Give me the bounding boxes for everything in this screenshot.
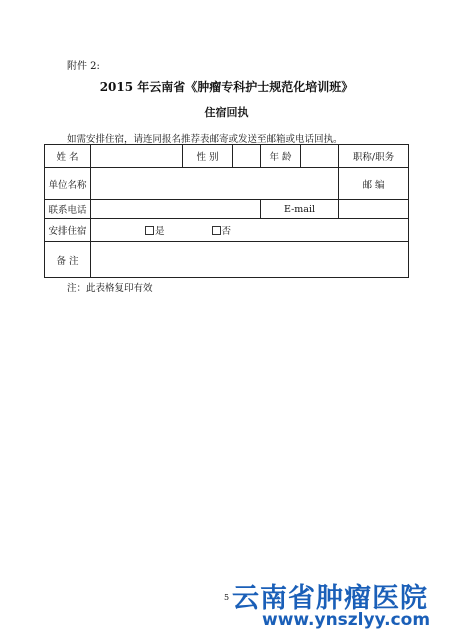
gender-label: 性 别 [183, 145, 233, 168]
phone-label: 联系电话 [45, 200, 91, 219]
watermark-hospital-name: 云南省肿瘤医院 [232, 583, 428, 614]
checkbox-icon[interactable] [145, 226, 154, 235]
lodging-no-option[interactable] [212, 223, 232, 237]
page-number: 5 [224, 593, 230, 602]
form-row-basic [45, 145, 409, 168]
document-title: 2015 年云南省《肿瘤专科护士规范化培训班》 [99, 80, 354, 94]
name-field[interactable] [91, 145, 183, 168]
footnote: 注：此表格复印有效 [67, 283, 153, 294]
lodging-label: 安排住宿 [45, 219, 91, 242]
lodging-no-label: 否 [221, 226, 232, 237]
attachment-label: 附件 2: [67, 61, 100, 72]
email-field[interactable] [339, 200, 409, 219]
form-row-org [45, 168, 409, 200]
lodging-options [91, 219, 409, 242]
postcode-label: 邮 编 [339, 168, 409, 200]
name-label: 姓 名 [45, 145, 91, 168]
lodging-yes-option[interactable] [145, 223, 165, 237]
gender-field[interactable] [233, 145, 261, 168]
age-field[interactable] [301, 145, 339, 168]
org-field[interactable] [91, 168, 339, 200]
email-label: E-mail [261, 200, 339, 219]
age-label: 年 龄 [261, 145, 301, 168]
lodging-form-table [44, 144, 409, 278]
checkbox-icon[interactable] [212, 226, 221, 235]
form-row-remarks [45, 242, 409, 278]
form-row-contact [45, 200, 409, 219]
instruction-text: 如需安排住宿，请连同报名推荐表邮寄或发送至邮箱或电话回执。 [67, 134, 343, 145]
form-row-lodging [45, 219, 409, 242]
lodging-yes-label: 是 [155, 226, 165, 237]
title-label: 职称/职务 [339, 145, 409, 168]
remarks-label: 备 注 [45, 242, 91, 278]
document-subtitle: 住宿回执 [204, 106, 249, 119]
phone-field[interactable] [91, 200, 261, 219]
watermark-url: www.ynszlyy.com [262, 610, 431, 630]
org-label: 单位名称 [45, 168, 91, 200]
remarks-field[interactable] [91, 242, 409, 278]
